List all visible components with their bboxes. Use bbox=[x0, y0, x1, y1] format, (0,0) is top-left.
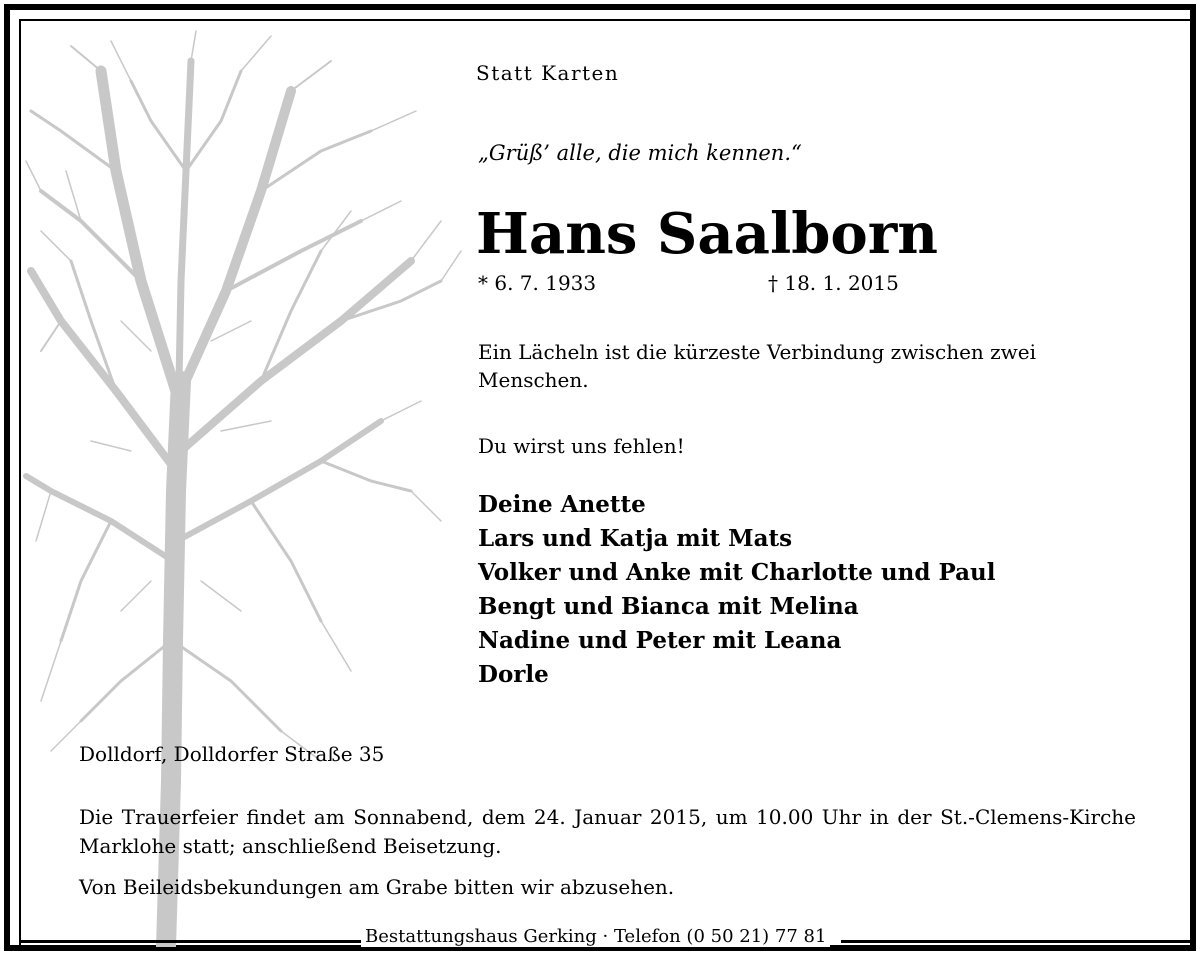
header-statt-karten: Statt Karten bbox=[476, 61, 620, 85]
family-line: Dorle bbox=[478, 661, 549, 688]
family-line: Deine Anette bbox=[478, 491, 646, 518]
death-date: † 18. 1. 2015 bbox=[768, 271, 899, 295]
notice-outer-frame bbox=[4, 4, 1196, 951]
ceremony-text: Die Trauerfeier findet am Sonnabend, dem 24. Januar 2015, um 10.00 Uhr in der St.-Clemens-Kirche Marklohe statt; anschließend Beisetzung. bbox=[79, 805, 1136, 858]
deceased-name: Hans Saalborn bbox=[476, 201, 938, 267]
family-list bbox=[478, 488, 995, 692]
notice-inner-frame bbox=[19, 19, 1193, 949]
footer-rule-right bbox=[841, 940, 1191, 943]
family-line: Bengt und Bianca mit Melina bbox=[478, 593, 859, 620]
condolence-text: Von Beileidsbekundungen am Grabe bitten wir abzusehen. bbox=[79, 875, 675, 899]
saying-text: Ein Lächeln ist die kürzeste Verbindung zwischen zwei Menschen. bbox=[478, 340, 1037, 392]
footer-rule-left bbox=[21, 940, 366, 943]
birth-date: * 6. 7. 1933 bbox=[478, 271, 597, 295]
address-text: Dolldorf, Dolldorfer Straße 35 bbox=[79, 742, 385, 766]
family-line: Lars und Katja mit Mats bbox=[478, 525, 793, 552]
quote-text: „Grüß’ alle, die mich kennen.“ bbox=[478, 141, 802, 165]
family-line: Volker und Anke mit Charlotte und Paul bbox=[478, 559, 996, 586]
family-line: Nadine und Peter mit Leana bbox=[478, 627, 842, 654]
farewell-text: Du wirst uns fehlen! bbox=[478, 434, 685, 458]
funeral-home-footer: Bestattungshaus Gerking · Telefon (0 50 21) 77 81 bbox=[361, 926, 830, 947]
